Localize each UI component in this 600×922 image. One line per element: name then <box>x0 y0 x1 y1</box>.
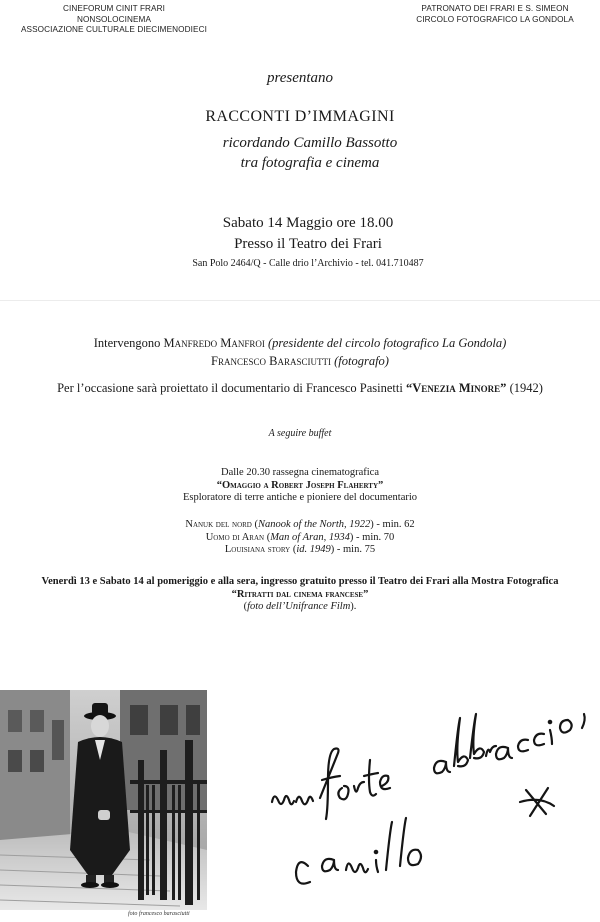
event-venue: Presso il Teatro dei Frari <box>234 236 382 252</box>
documentary-title: “Venezia Minore” <box>405 381 507 395</box>
documentary-text: Per l’occasione sarà proiettato il documentario di Francesco Pasinetti <box>57 381 406 395</box>
speakers-intro: Intervengono <box>93 336 164 350</box>
film-item: Nanuk del nord (Nanook of the North, 1922) - min. 62 <box>185 519 415 530</box>
subtitle-line: ricordando Camillo Bassotto <box>222 135 398 151</box>
film-list <box>0 519 600 557</box>
buffet-note: A seguire buffet <box>268 428 332 439</box>
speakers-block <box>0 334 600 370</box>
organizer-line: ASSOCIAZIONE CULTURALE DIECIMENODIECI <box>21 25 207 34</box>
documentary-line <box>0 381 600 396</box>
festival-block <box>0 467 600 505</box>
speaker-role: (presidente del circolo fotografico La Gondola) <box>264 336 507 350</box>
exhibit-title: “Ritratti dal cinema francese” <box>231 588 369 600</box>
festival-line: Dalle 20.30 rassegna cinematografica <box>220 467 379 478</box>
organizers-left <box>14 4 214 36</box>
exhibit-line: Venerdì 13 e Sabato 14 al pomeriggio e alla sera, ingresso gratuito presso il Teatro dei Frari alla Mostra Fotografica <box>41 576 559 587</box>
organizer-line: NONSOLOCINEMA <box>76 14 152 24</box>
subtitle-line: tra fotografia e cinema <box>240 155 380 171</box>
organizer-line: CIRCOLO FOTOGRAFICO LA GONDOLA <box>416 14 574 24</box>
handwritten-signature <box>250 690 600 910</box>
film-title: Uomo di Aran <box>205 531 265 543</box>
speaker-name: Francesco Barasciutti <box>211 354 331 368</box>
film-duration: - min. 70 <box>353 531 395 543</box>
documentary-year: (1942) <box>506 381 543 395</box>
festival-line: Esploratore di terre antiche e pioniere del documentario <box>182 492 418 503</box>
film-item: Uomo di Aran (Man of Aran, 1934) - min. 70 <box>205 531 395 543</box>
speaker-line <box>0 334 600 352</box>
portrait-photo <box>0 690 207 910</box>
speaker-role: (fotografo) <box>330 354 389 368</box>
event-address: San Polo 2464/Q - Calle drio l’Archivio - tel. 041.710487 <box>192 258 424 269</box>
presentano-label: presentano <box>266 70 334 86</box>
organizers-right <box>400 4 590 25</box>
event-subtitle <box>10 133 600 173</box>
organizer-line: PATRONATO DEI FRARI E S. SIMEON <box>421 4 569 13</box>
film-title: Louisiana story <box>224 544 291 555</box>
event-datetime: Sabato 14 Maggio ore 18.00 <box>222 215 394 231</box>
event-title: RACCONTI D’IMMAGINI <box>205 108 395 125</box>
film-duration: - min. 62 <box>373 519 415 530</box>
photo-credit: foto francesco barasciutti <box>128 911 190 917</box>
section-divider <box>0 300 600 301</box>
exhibit-block <box>0 576 600 614</box>
film-item: Louisiana story (id. 1949) - min. 75 <box>224 544 376 555</box>
film-original: Nanook of the North, 1922 <box>257 519 371 530</box>
film-duration: - min. 75 <box>334 544 376 555</box>
speaker-name: Manfredo Manfroi <box>163 336 265 350</box>
organizer-line: CINEFORUM CINIT FRARI <box>62 4 166 13</box>
film-original: id. 1949 <box>296 544 331 555</box>
portrait-photo-image <box>0 690 207 910</box>
film-original: Man of Aran, 1934 <box>270 531 350 543</box>
film-title: Nanuk del nord <box>185 519 252 530</box>
exhibit-credit: (foto dell’Unifrance Film). <box>243 601 357 612</box>
speaker-line <box>0 352 600 370</box>
festival-title: “Omaggio a Robert Joseph Flaherty” <box>216 479 384 491</box>
